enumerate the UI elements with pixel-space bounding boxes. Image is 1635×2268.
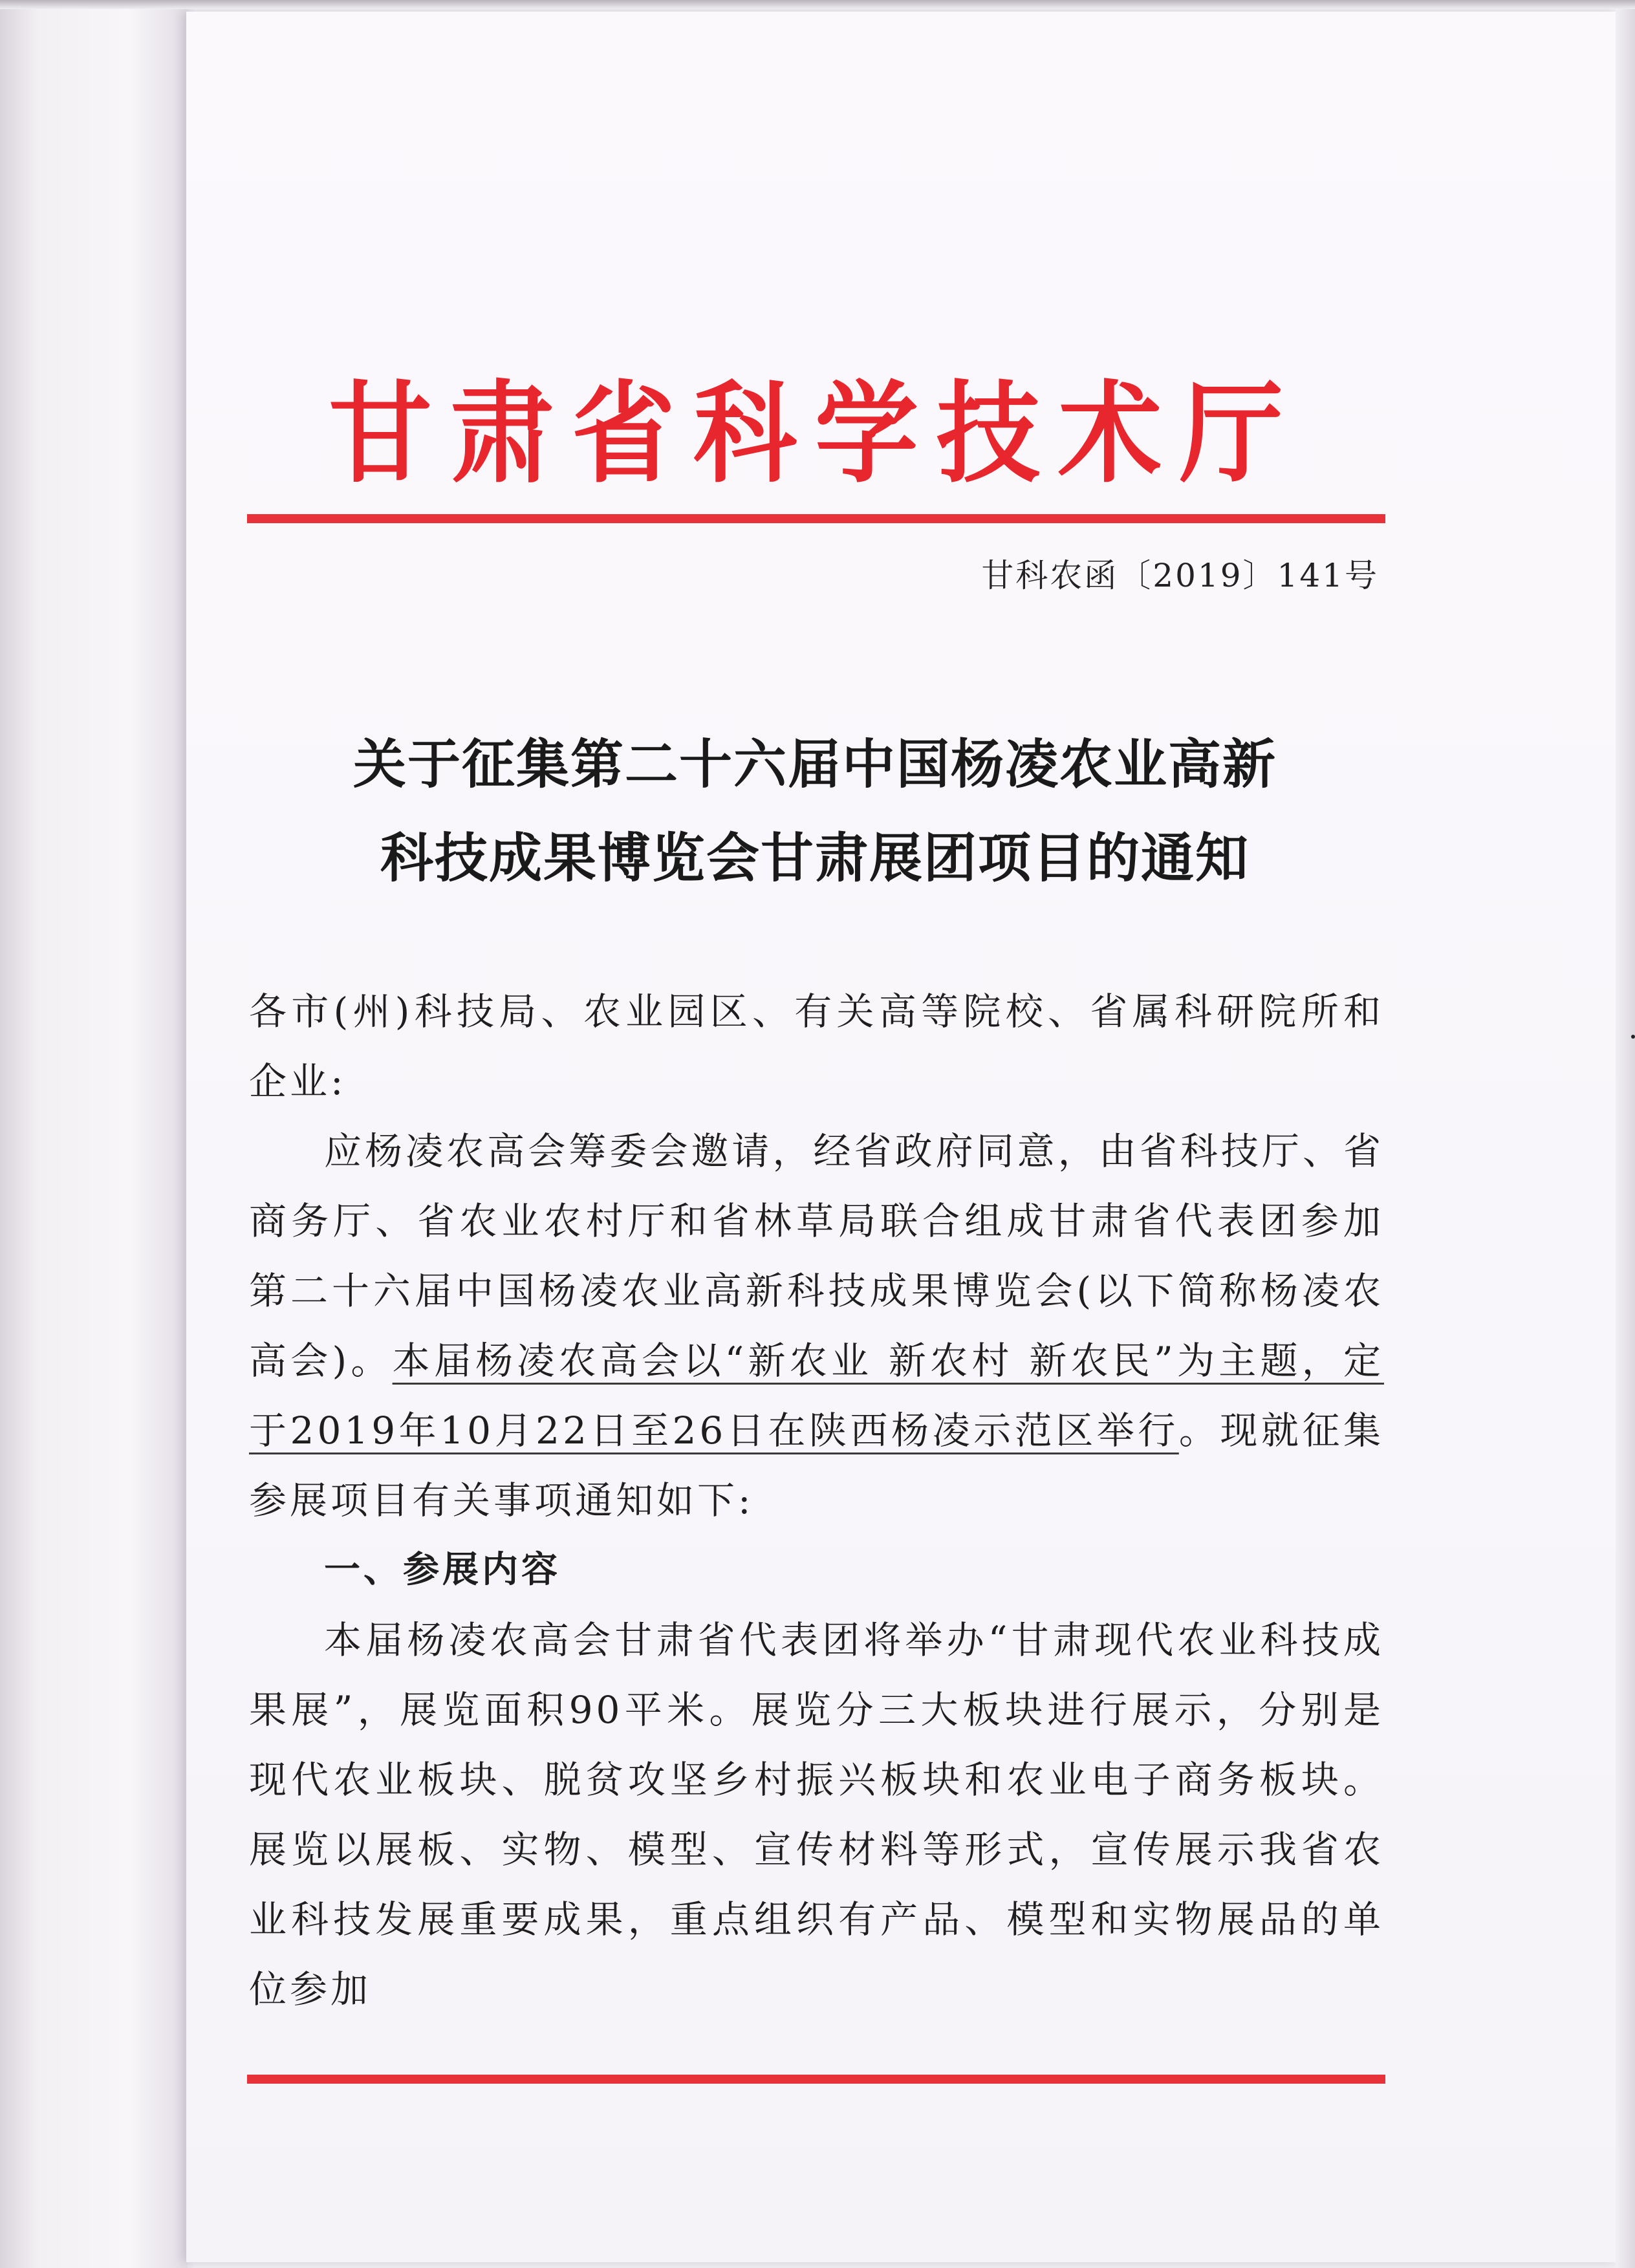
section-heading-1: 一、参展内容 (324, 1549, 561, 1591)
red-rule-bottom (247, 2075, 1385, 2084)
salutation: 各市(州)科技局、农业园区、有关高等院校、省属科研院所和企业: (249, 989, 1384, 1103)
intro-text: 应杨凌农高会筹委会邀请，经省政府同意，由省科技厅、省商务厅、省农业农村厅和省林草局联合组成甘肃省代表团参加第二十六届中国杨凌农业高新科技成果博览会(以下简称杨凌农高会)。 (249, 1129, 1384, 1383)
document-number: 甘科农函〔2019〕141号 (981, 557, 1379, 594)
intro-text-end: 。现就征集参展项目有关事项通知如下: (249, 1409, 1384, 1522)
document-title (246, 718, 1384, 905)
title-line-1: 关于征集第二十六届中国杨凌农业高新 (352, 733, 1277, 795)
scan-edge (1616, 0, 1635, 2268)
agency-letterhead: 甘肃省科学技术厅 (328, 369, 1301, 498)
scan-speck (1631, 1035, 1635, 1039)
facing-page-edge (0, 0, 188, 2268)
paragraph-content: 本届杨凌农高会甘肃省代表团将举办“甘肃现代农业科技成果展”，展览面积90平米。展览分三大板块进行展示，分别是现代农业板块、脱贫攻坚乡村振兴板块和农业电子商务板块。展览以展板、实物、模型、宣传材料等形式，宣传展示我省农业科技发展重要成果，重点组织有产品、模型和实物展品的单位参加 (249, 1618, 1384, 2011)
title-line-2: 科技成果博览会甘肃展团项目的通知 (380, 827, 1250, 889)
scan-top-edge (0, 0, 1635, 9)
underlined-theme-date: 本届杨凌农高会以“新农业 新农村 新农民”为主题，定于2019年10月22日至26日在陕西杨凌示范区举行 (249, 1339, 1384, 1453)
paragraph-intro (249, 1116, 1384, 1535)
red-rule-top (247, 514, 1385, 523)
document-body (249, 977, 1384, 2024)
